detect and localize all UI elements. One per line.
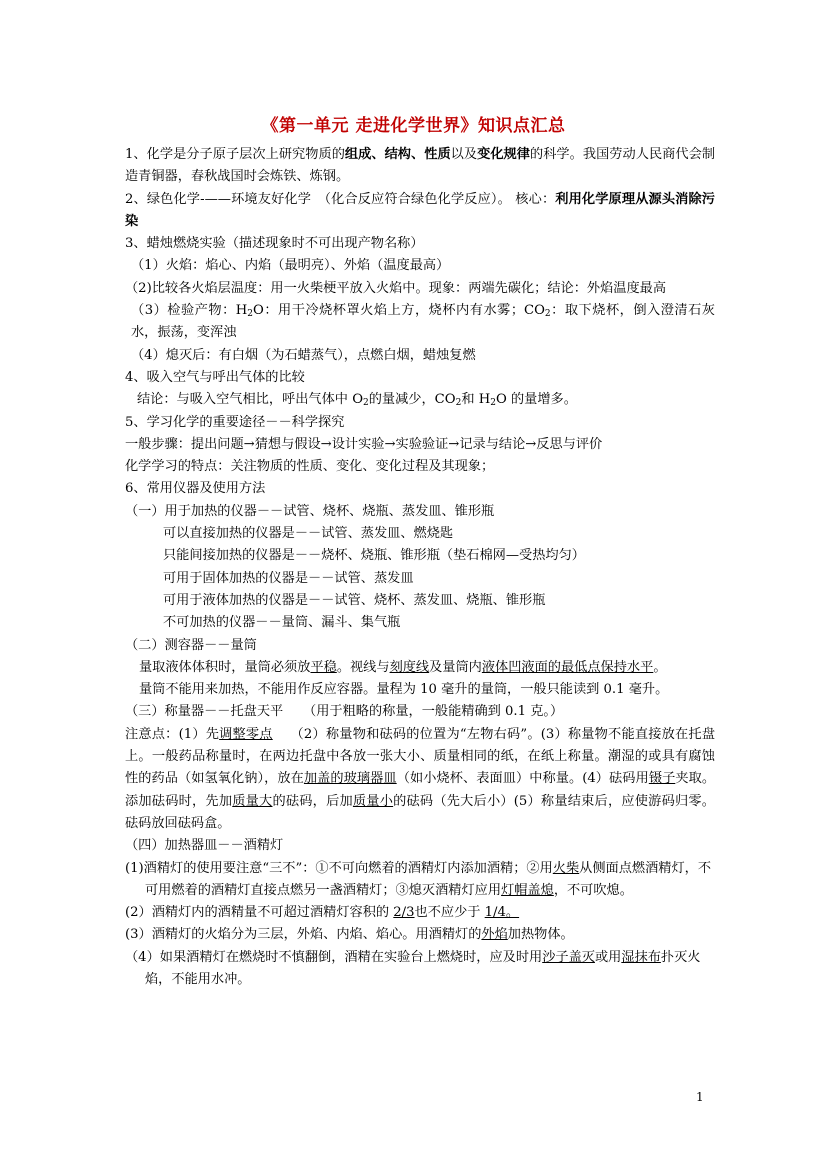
section-5-line-2: 化学学习的特点：关注物质的性质、变化、变化过程及其现象； <box>125 459 495 475</box>
group-3-heading: （三）称量器－－托盘天平 （用于粗略的称量，一般能精确到 0.1 克。） <box>125 704 564 720</box>
group-1-heading: （一）用于加热的仪器－－试管、烧杯、烧瓶、蒸发皿、锥形瓶 <box>125 503 495 519</box>
group-1-line-2: 只能间接加热的仪器是－－烧杯、烧瓶、锥形瓶（垫石棉网—受热均匀） <box>163 548 585 564</box>
paragraph-1: 1、化学是分子原子层次上研究物质的组成、结构、性质以及变化规律的科学。我国劳动人民商代会制造青铜器，春秋战国时会炼铁、炼钢。 <box>125 147 716 185</box>
section-5-line-1: 一般步骤：提出问题→猜想与假设→设计实验→实验验证→记录与结论→反思与评价 <box>125 436 603 452</box>
group-4-line-2: (2）酒精灯内的酒精量不可超过酒精灯容积的 2/3也不应少于 1/4。 <box>125 905 520 921</box>
section-3-heading: 3、蜡烛燃烧实验（描述现象时不可出现产物名称） <box>125 236 424 252</box>
group-2-line-2: 量筒不能用来加热，不能用作反应容器。量程为 10 毫升的量筒，一般只能读到 0.1 毫升。 <box>139 682 669 698</box>
bold-term: 组成、结构、性质 <box>344 147 451 162</box>
group-4-heading: （四）加热器皿－－酒精灯 <box>125 838 284 854</box>
document-title: 《第一单元 走进化学世界》知识点汇总 <box>261 116 566 136</box>
paragraph-2: 2、绿色化学-——环境友好化学 （化合反应符合绿色化学反应）。 核心：利用化学原理从源头消除污染 <box>125 191 715 229</box>
group-4-line-4: （4）如果酒精灯在燃烧时不慎翻倒，酒精在实验台上燃烧时，应及时用沙子盖灭或用湿抹布扑灭火焰，不能用水冲。 <box>125 949 701 987</box>
group-4-line-1: (1)酒精灯的使用要注意“三不”：①不可向燃着的酒精灯内添加酒精；②用火柴从侧面点燃酒精灯，不可用燃着的酒精灯直接点燃另一盏酒精灯；③熄灭酒精灯应用灯帽盖熄，不可吹熄。 <box>125 860 712 898</box>
group-1-line-3: 可用于固体加热的仪器是－－试管、蒸发皿 <box>163 570 414 586</box>
page-number: 1 <box>696 1090 704 1104</box>
group-4-line-3: (3）酒精灯的火焰分为三层，外焰、内焰、焰心。用酒精灯的外焰加热物体。 <box>125 927 574 943</box>
section-3-line-2: （2)比较各火焰层温度：用一火柴梗平放入火焰中。现象：两端先碳化；结论：外焰温度最高 <box>125 280 667 296</box>
group-1-line-4: 可用于液体加热的仪器是－－试管、烧杯、蒸发皿、烧瓶、锥形瓶 <box>163 592 546 608</box>
group-2-heading: （二）测容器－－量筒 <box>125 637 257 653</box>
section-4-heading: 4、吸入空气与呼出气体的比较 <box>125 369 305 385</box>
section-5-heading: 5、学习化学的重要途径－－科学探究 <box>125 414 345 430</box>
bold-term: 变化规律 <box>477 147 530 162</box>
document-body <box>125 144 715 991</box>
section-3-line-3: （3）检验产物：$H_2O$：用干冷烧杯罩火焰上方，烧杯内有水雾；$CO_2$：取下烧杯，倒入澄清石灰水，振荡，变浑浊 <box>131 303 715 341</box>
group-1-line-1: 可以直接加热的仪器是－－试管、蒸发皿、燃烧匙 <box>163 526 454 542</box>
section-3-line-4: （4）熄灭后：有白烟（为石蜡蒸气），点燃白烟，蜡烛复燃 <box>131 347 476 363</box>
group-2-line-1: 量取液体体积时，量筒必须放平稳。视线与刻度线及量筒内液体凹液面的最低点保持水平。 <box>139 659 667 675</box>
section-6-heading: 6、常用仪器及使用方法 <box>125 481 266 497</box>
section-4-conclusion: 结论：与吸入空气相比，呼出气体中 $O_2$的量减少，$CO_2$和 $H_2O$ 的量增多。 <box>137 392 577 409</box>
group-1-line-5: 不可加热的仪器－－量筒、漏斗、集气瓶 <box>163 615 401 631</box>
bold-term: 利用化学原理从源头消除污染 <box>125 191 715 229</box>
section-3-line-1: （1）火焰：焰心、内焰（最明亮）、外焰（温度最高） <box>131 258 450 274</box>
group-3-notes: 注意点：(1）先调整零点 （2）称量物和砝码的位置为“左物右码”。(3）称量物不能直接放在托盘上。一般药品称量时，在两边托盘中各放一张大小、质量相同的纸，在纸上称量。潮湿的或具有腐蚀性的药品（如氢氧化钠），放在加盖的玻璃器皿（如小烧杯、表面皿）中称量。(4）砝码用镊子夹取。添加砝码时，先加质量大的砝码，后加质量小的砝码（先大后小）(5）称量结束后，应使游码归零。砝码放回砝码盒。 <box>125 726 716 831</box>
